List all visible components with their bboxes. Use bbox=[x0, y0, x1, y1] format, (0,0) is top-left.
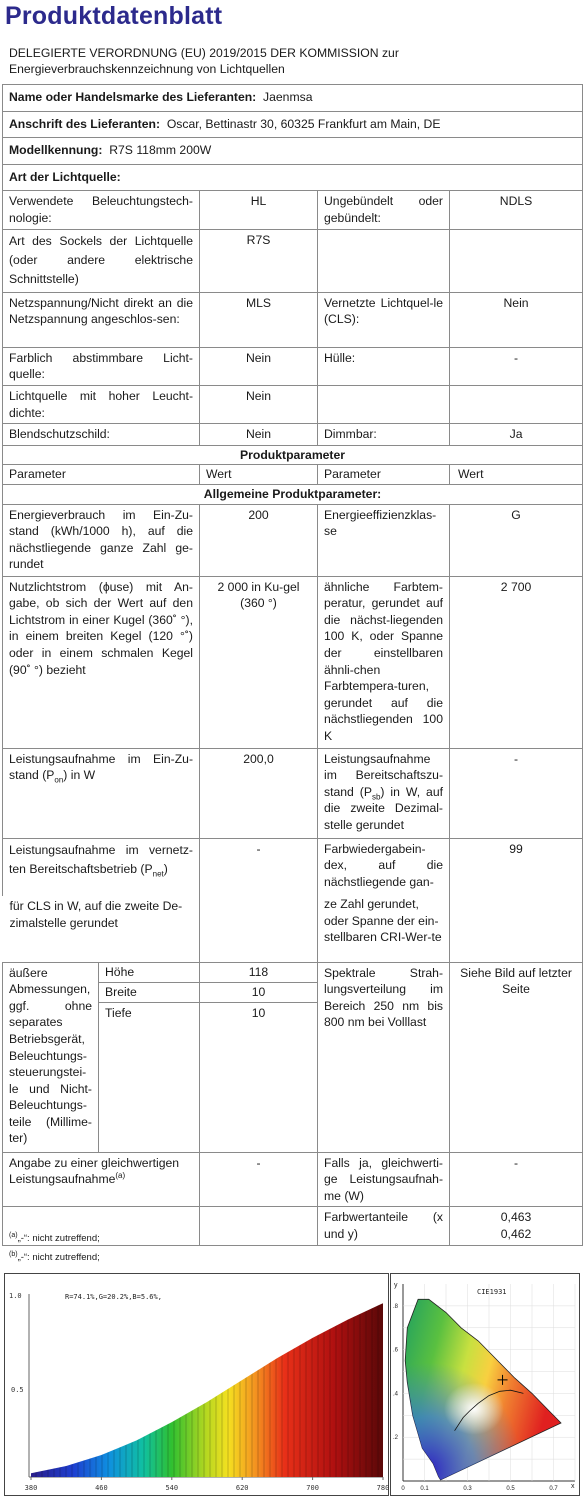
tunable-value: Nein bbox=[200, 347, 318, 385]
envelope-label: Hülle: bbox=[318, 347, 450, 385]
luminous-flux-value: 2 000 in Ku-gel (360 °) bbox=[200, 576, 318, 748]
x-tick-label: 620 bbox=[235, 1484, 249, 1492]
x-tick-label: 780 bbox=[376, 1484, 390, 1492]
networked-standby-label: Leistungsaufnahme im vernetz-ten Bereitschaftsbetrieb $(P_{net})$ bbox=[3, 838, 200, 896]
anti-glare-label: Blendschutzschild: bbox=[3, 424, 200, 446]
rgb-annotation: R=74.1%,G=20.2%,B=5.6%, bbox=[65, 1293, 162, 1301]
y-tick-label: .8 bbox=[393, 1303, 399, 1310]
table-row bbox=[3, 229, 583, 292]
high-luminance-label: Lichtquelle mit hoher Leucht-dichte: bbox=[3, 385, 200, 423]
x-tick-label: 0.5 bbox=[506, 1486, 515, 1492]
model-value: R7S 118mm 200W bbox=[109, 143, 212, 158]
table-row bbox=[3, 424, 583, 446]
x-tick-label: 0 bbox=[401, 1486, 405, 1492]
standby-power-value: - bbox=[450, 748, 583, 838]
cri-label: Farbwiedergabein-dex, auf die nächstliegende gan- bbox=[318, 838, 450, 896]
y-tick-label: 1.0 bbox=[9, 1292, 22, 1300]
x-axis-label: x bbox=[571, 1483, 575, 1490]
connected-label: Vernetzte Lichtquel-le (CLS): bbox=[318, 292, 450, 347]
anti-glare-value: Nein bbox=[200, 424, 318, 446]
model-label: Modellkennung: bbox=[9, 143, 103, 158]
chromaticity-label: Farbwertanteile (x und y) bbox=[318, 1207, 450, 1245]
chromaticity-locus bbox=[405, 1299, 561, 1480]
technology-value: HL bbox=[200, 191, 318, 229]
y-tick-label: 0.5 bbox=[11, 1386, 24, 1394]
energy-consumption-value: 200 bbox=[200, 504, 318, 576]
spectral-distribution-value: Siehe Bild auf letzter Seite bbox=[450, 962, 583, 1152]
x-tick-label: 0.7 bbox=[549, 1486, 558, 1492]
equivalent-power-label: Angabe zu einer gleichwertigen Leistungsaufnahme$^{(a)}$ bbox=[3, 1152, 200, 1207]
cap-type-value: R7S bbox=[200, 229, 318, 292]
product-parameters-heading: Produktparameter bbox=[3, 445, 583, 465]
dimension-height-value: 118 bbox=[200, 962, 318, 982]
column-header-row bbox=[3, 465, 583, 485]
y-tick-label: .4 bbox=[393, 1391, 399, 1398]
general-parameters-heading-row bbox=[3, 484, 583, 504]
x-tick-label: 540 bbox=[165, 1484, 179, 1492]
equivalent-power-value: - bbox=[200, 1152, 318, 1207]
y-tick-label: .6 bbox=[393, 1347, 399, 1354]
standby-power-label: Leistungsaufnahme im Bereitschaftszu-stand $(P_{sb})$ in W, auf die zweite Dezimal-stelle gerundet bbox=[318, 748, 450, 838]
chromaticity-y: 0,462 bbox=[500, 1226, 532, 1241]
efficiency-class-value: G bbox=[450, 504, 583, 576]
footnote-a: $^{(a)}$„-“: nicht zutreffend; bbox=[9, 1231, 100, 1244]
y-tick-label: .2 bbox=[393, 1435, 399, 1442]
cie-svg bbox=[391, 1274, 579, 1495]
y-axis-label: y bbox=[394, 1282, 398, 1289]
dimmable-value: Ja bbox=[450, 424, 583, 446]
dimensions-label: äußere Abmessungen, ggf. ohne separates Betriebsgerät, Beleuchtungs-steuerungstei-le und Nicht-Beleuchtungs-teile (Millime-ter) bbox=[3, 962, 99, 1152]
regulation-subtitle: DELEGIERTE VERORDNUNG (EU) 2019/2015 DER KOMMISSION zur Energieverbrauchskennzeichnung von Lichtquellen bbox=[9, 46, 399, 76]
x-ticks bbox=[25, 1477, 390, 1492]
table-row bbox=[3, 504, 583, 576]
table-row bbox=[3, 748, 583, 838]
col-header-value-2: Wert bbox=[450, 465, 583, 485]
table-row bbox=[3, 962, 583, 982]
on-mode-power-label: Leistungsaufnahme im Ein-Zu-stand $(P_{on})$ in W bbox=[3, 748, 200, 838]
mains-value: MLS bbox=[200, 292, 318, 347]
table-row bbox=[3, 292, 583, 347]
page-title: Produktdatenblatt bbox=[5, 2, 223, 30]
cie1931-chart bbox=[390, 1273, 580, 1496]
spectral-distribution-chart bbox=[4, 1273, 389, 1496]
col-header-value: Wert bbox=[200, 465, 318, 485]
dimension-depth-value: 10 bbox=[200, 1002, 318, 1152]
model-row bbox=[3, 138, 583, 165]
dimension-width-label: Breite bbox=[99, 982, 200, 1002]
table-row bbox=[3, 385, 583, 423]
dimension-height-label: Höhe bbox=[99, 962, 200, 982]
supplier-address-row bbox=[3, 111, 583, 138]
color-temperature-label: ähnliche Farbtem-peratur, gerundet auf die nächst-liegenden 100 K, oder Spanne der einstellbaren ähnli-chen Farbtempera-turen, gerundet auf die nächstliegenden 100 K bbox=[318, 576, 450, 748]
tunable-label: Farblich abstimmbare Licht-quelle: bbox=[3, 347, 200, 385]
directional-value: NDLS bbox=[450, 191, 583, 229]
on-mode-power-value: 200,0 bbox=[200, 748, 318, 838]
col-header-parameter-2: Parameter bbox=[318, 465, 450, 485]
spectrum-stripes bbox=[31, 1303, 383, 1477]
equivalent-power-watts-value: - bbox=[450, 1152, 583, 1207]
cie-title: CIE1931 bbox=[477, 1288, 507, 1296]
x-ticks bbox=[401, 1486, 558, 1492]
spectrum-svg bbox=[5, 1274, 388, 1495]
cri-label-cont: ze Zahl gerundet, oder Spanne der ein-stellbaren CRI-Wer-te bbox=[318, 896, 450, 962]
supplier-name-value: Jaenmsa bbox=[263, 90, 313, 104]
table-row bbox=[3, 1152, 583, 1207]
dimension-depth-label: Tiefe bbox=[99, 1002, 200, 1152]
footnote-b: $^{(b)}$„-“: nicht zutreffend; bbox=[9, 1250, 100, 1263]
supplier-name-label: Name oder Handelsmarke des Lieferanten: bbox=[9, 90, 257, 104]
product-data-table bbox=[2, 84, 583, 1246]
mains-label: Netzspannung/Nicht direkt an die Netzspannung angeschlos-sen: bbox=[3, 292, 200, 347]
x-tick-label: 0.3 bbox=[463, 1486, 472, 1492]
general-parameters-heading: Allgemeine Produktparameter: bbox=[3, 484, 583, 504]
supplier-address-label: Anschrift des Lieferanten: bbox=[9, 116, 161, 131]
table-row bbox=[3, 347, 583, 385]
energy-consumption-label: Energieverbrauch im Ein-Zu-stand (kWh/1000 h), auf die nächstliegende ganze Zahl ge-rundet bbox=[3, 504, 200, 576]
chromaticity-x: 0,463 bbox=[500, 1210, 532, 1225]
table-row bbox=[3, 191, 583, 229]
dimmable-label: Dimmbar: bbox=[318, 424, 450, 446]
light-source-type-heading-row bbox=[3, 164, 583, 191]
cri-value: 99 bbox=[450, 838, 583, 896]
networked-standby-label-cont: für CLS in W, auf die zweite De-zimalstelle gerundet bbox=[3, 896, 200, 962]
dimension-width-value: 10 bbox=[200, 982, 318, 1002]
envelope-value: - bbox=[450, 347, 583, 385]
high-luminance-value: Nein bbox=[200, 385, 318, 423]
networked-standby-value: - bbox=[200, 838, 318, 896]
connected-value: Nein bbox=[450, 292, 583, 347]
cap-type-label: Art des Sockels der Lichtquelle (oder andere elektrische Schnittstelle) bbox=[3, 229, 200, 292]
luminous-flux-label: Nutzlichtstrom (ϕuse) mit An-gabe, ob sich der Wert auf den Lichtstrom in einer Kugel (360˚ °), in einem breiten Kegel (120 °˚) oder in einem schmalen Kegel (90˚ °) bezieht bbox=[3, 576, 200, 748]
equivalent-power-watts-label: Falls ja, gleichwerti-ge Leistungsaufnah-me (W) bbox=[318, 1152, 450, 1207]
y-ticks bbox=[393, 1304, 399, 1441]
product-parameters-heading-row bbox=[3, 445, 583, 465]
color-temperature-value: 2 700 bbox=[450, 576, 583, 748]
supplier-address-value: Oscar, Bettinastr 30, 60325 Frankfurt am Main, DE bbox=[166, 116, 441, 131]
col-header-parameter: Parameter bbox=[3, 465, 200, 485]
chromaticity-value bbox=[450, 1207, 583, 1245]
table-row bbox=[3, 838, 583, 896]
spectral-distribution-label: Spektrale Strah-lungsverteilung im Bereich 250 nm bis 800 nm bei Volllast bbox=[318, 962, 450, 1152]
x-tick-label: 0.1 bbox=[420, 1486, 429, 1492]
supplier-name-row bbox=[3, 85, 583, 112]
efficiency-class-label: Energieeffizienzklas-se bbox=[318, 504, 450, 576]
technology-label: Verwendete Beleuchtungstech-nologie: bbox=[3, 191, 200, 229]
x-tick-label: 460 bbox=[95, 1484, 108, 1492]
directional-label: Ungebündelt oder gebündelt: bbox=[318, 191, 450, 229]
table-row bbox=[3, 896, 583, 962]
x-tick-label: 700 bbox=[306, 1484, 319, 1492]
x-tick-label: 380 bbox=[24, 1484, 38, 1492]
light-source-type-heading: Art der Lichtquelle: bbox=[3, 164, 583, 191]
table-row bbox=[3, 576, 583, 748]
